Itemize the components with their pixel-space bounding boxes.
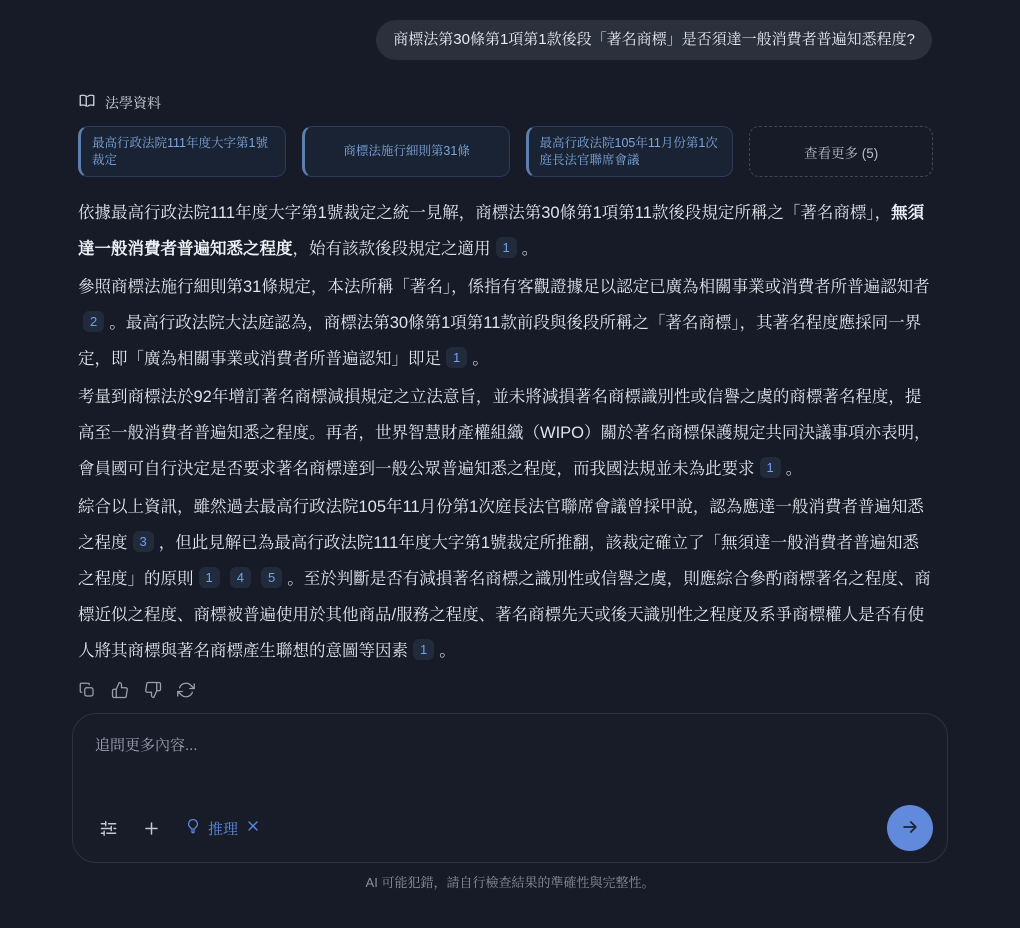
source-chip-label: 最高行政法院105年11月份第1次庭長法官聯席會議: [539, 135, 718, 167]
answer-text: 依據最高行政法院111年度大字第1號裁定之統一見解，商標法第30條第1項第11款後段規定所稱之「著名商標」，: [78, 204, 892, 222]
source-chip-label: 最高行政法院111年度大字第1號裁定: [92, 135, 268, 167]
citation-badge[interactable]: 2: [83, 311, 104, 332]
thumbs-down-icon[interactable]: [144, 681, 162, 699]
answer-text: 。: [785, 460, 803, 478]
answer-text: 。: [521, 240, 539, 258]
citation-badge[interactable]: 4: [230, 567, 251, 588]
citation-badge[interactable]: 1: [413, 639, 434, 660]
answer-text: 。最高行政法院大法庭認為，商標法第30條第1項第11款前段與後段所稱之「著名商標」，其著名程度應採同一界定，即「廣為相關事業或消費者所普遍認知」即足: [78, 314, 922, 368]
open-book-icon: [78, 92, 96, 113]
answer-text: 綜合以上資訊，雖然過去最高行政法院105年11月份第1次庭長法官聯席會議曾採甲說，認為應達一般消費者普遍知悉之程度: [78, 498, 924, 552]
source-chip-1[interactable]: [78, 126, 286, 177]
copy-icon[interactable]: [78, 681, 96, 699]
thumbs-up-icon[interactable]: [111, 681, 129, 699]
sources-section-header: [78, 92, 933, 113]
view-more-label: 查看更多 (5): [804, 145, 879, 161]
citation-badge[interactable]: 1: [446, 347, 467, 368]
source-chip-label: 商標法施行細則第31條: [343, 144, 470, 158]
source-chip-3[interactable]: [526, 126, 734, 177]
answer-actions: [78, 681, 933, 699]
citation-badge[interactable]: 5: [261, 567, 282, 588]
answer-text: 參照商標法施行細則第31條規定，本法所稱「著名」，係指有客觀證據足以認定已廣為相關事業或消費者所普遍認知者: [78, 278, 930, 296]
citation-badge[interactable]: 1: [496, 237, 517, 258]
composer-toolbar: [73, 804, 947, 862]
close-icon[interactable]: [245, 818, 261, 838]
answer-text: ，始有該款後段規定之適用: [292, 240, 491, 258]
user-question-bubble: 商標法第30條第1項第1款後段「著名商標」是否須達一般消費者普遍知悉程度?: [376, 20, 932, 60]
followup-input[interactable]: [73, 714, 947, 794]
answer-text: ，但此見解已為最高行政法院111年度大字第1號裁定所推翻，該裁定確立了「無須達一般消費者普遍知悉之程度」的原則: [78, 534, 919, 588]
regenerate-icon[interactable]: [177, 681, 195, 699]
answer-paragraph: [78, 269, 933, 377]
answer-text: 。: [472, 350, 489, 368]
question-row: [0, 0, 1020, 60]
assistant-response: [78, 92, 933, 699]
answer-bold-text: 無須達一般消費者普遍知悉之程度: [78, 204, 925, 258]
source-chips-row: [78, 126, 933, 177]
answer-text: 。至於判斷是否有減損著名商標之識別性或信譽之虞，則應綜合參酌商標著名之程度、商標近似之程度、商標被普遍使用於其他商品/服務之程度、著名商標先天或後天識別性之程度及系爭商標權人是否有使人將其商標與著名商標產生聯想的意圖等因素: [78, 570, 931, 660]
reasoning-toggle[interactable]: [185, 818, 261, 839]
sliders-icon[interactable]: [99, 819, 118, 838]
source-chip-2[interactable]: [302, 126, 510, 177]
answer-text: 考量到商標法於92年增訂著名商標減損規定之立法意旨，並未將減損著名商標識別性或信譽之虞的商標著名程度，提高至一般消費者普遍知悉之程度。再者，世界智慧財產權組織（WIPO）關於著名商標保護規定共同決議事項亦表明，會員國可自行決定是否要求著名商標達到一般公眾普遍知悉之程度，而我國法規並未為此要求: [78, 388, 931, 478]
view-more-sources-button[interactable]: [749, 126, 933, 177]
arrow-right-icon: [900, 817, 920, 840]
answer-paragraph: [78, 489, 933, 669]
sources-section-label: 法學資料: [105, 94, 161, 111]
answer-text: 。: [439, 642, 456, 660]
citation-badge[interactable]: 3: [133, 531, 154, 552]
composer: [72, 713, 948, 863]
answer-paragraph: [78, 195, 933, 267]
lightbulb-icon: [185, 818, 201, 838]
plus-icon[interactable]: [142, 819, 161, 838]
reasoning-label: 推理: [208, 820, 239, 838]
citation-badge[interactable]: 1: [760, 457, 781, 478]
send-button[interactable]: [887, 805, 933, 851]
answer-paragraph: [78, 379, 933, 487]
citation-badge[interactable]: 1: [199, 567, 220, 588]
disclaimer-text: AI 可能犯錯，請自行檢查結果的準確性與完整性。: [365, 875, 655, 890]
answer-paragraphs: [78, 195, 933, 669]
